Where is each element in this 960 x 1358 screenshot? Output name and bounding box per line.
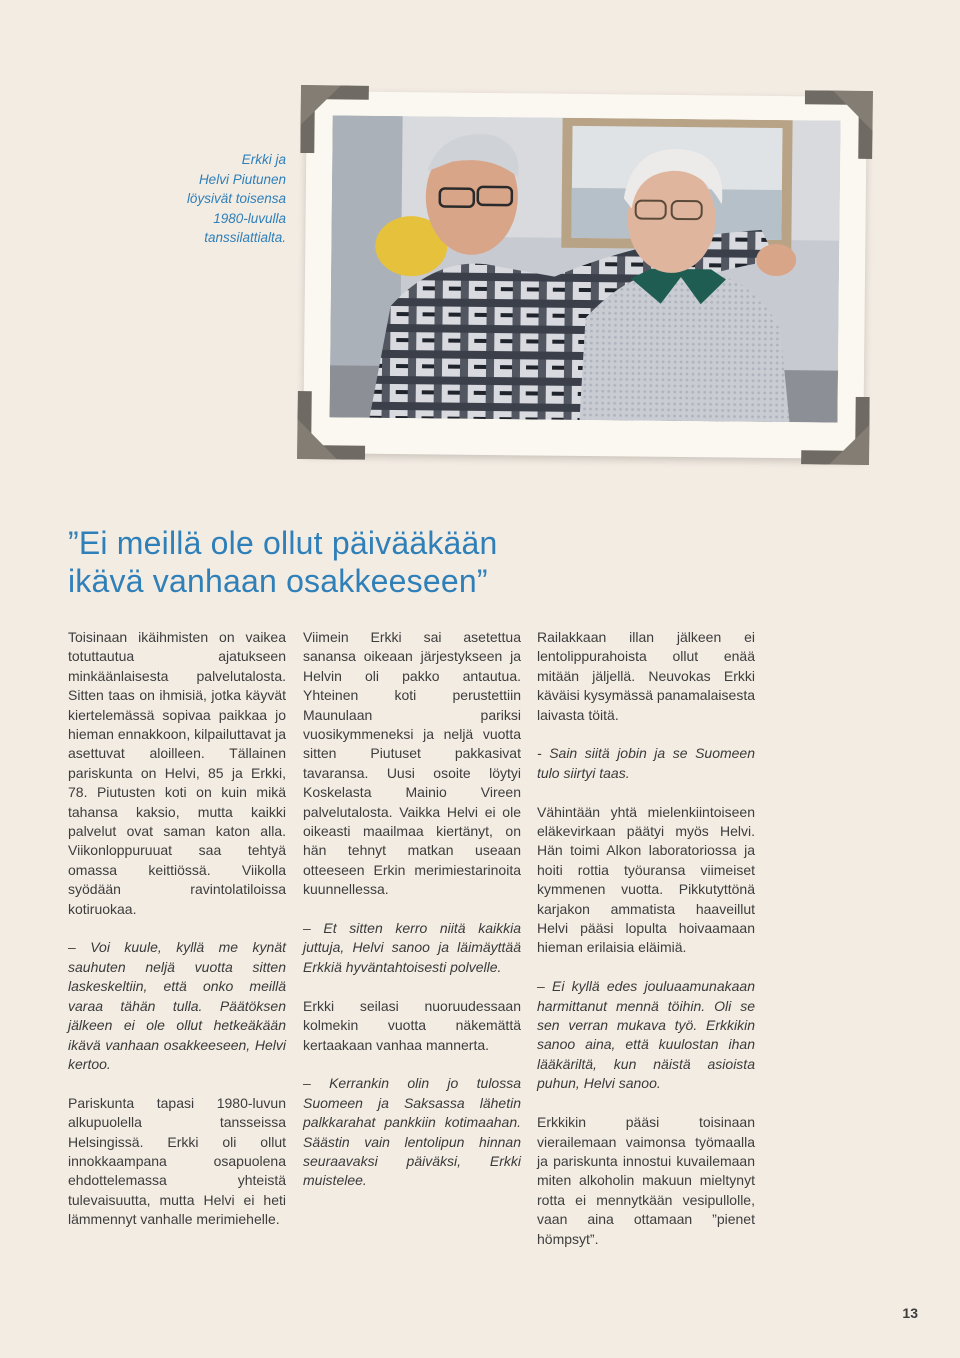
paragraph: Vähintään yhtä mielenkiintoiseen eläkevirkaan päätyi myös Helvi. Hän toimi Alkon laboratoriossa ja hoiti rottia työuransa viimeiset kymmenen vuotta. Pikkutyttönä karjakon ammatista haaveillut Helvi pääsi lopulta hoivaamaan hieman erilaisia eläimiä. bbox=[537, 803, 755, 956]
paragraph: Erkkikin pääsi toisinaan vierailemaan vaimonsa työmaalla ja pariskunta innostui kuvailemaan miten alkoholin makuun mieltynyt rotta ei mennytkään vesipullolle, vaan aina ottamaan ”pienet hömpsyt”. bbox=[537, 1114, 755, 1247]
couple-photo-illustration bbox=[329, 115, 840, 422]
photo-caption bbox=[150, 150, 286, 248]
paragraph: Railakkaan illan jälkeen ei lentolippurahoista ollut enää mitään jäljellä. Neuvokas Erkki käväisi kysymässä panamalaisesta laivasta töitä. bbox=[537, 629, 755, 723]
quote-paragraph: - Sain siitä jobin ja se Suomeen tulo siirtyi taas. bbox=[537, 745, 755, 781]
headline-line: ikävä vanhaan osakkeeseen” bbox=[68, 563, 488, 599]
caption-line: Helvi Piutunen bbox=[198, 171, 286, 187]
photo-corner-icon bbox=[801, 396, 870, 465]
text-column-1 bbox=[68, 628, 286, 1249]
text-column-2 bbox=[303, 628, 521, 1210]
couple-photo bbox=[329, 115, 840, 422]
quote-paragraph: – Kerrankin olin jo tulossa Suomeen ja Saksassa lähetin palkkarahat pankkiin kotimaahan. Säästin vain lentolipun hinnan seuraavaksi päiväksi, Erkki muistelee. bbox=[303, 1075, 521, 1189]
page-number: 13 bbox=[902, 1305, 918, 1321]
headline-line: ”Ei meillä ole ollut päivääkään bbox=[68, 525, 498, 561]
caption-line: löysivät toisensa bbox=[186, 191, 286, 206]
quote-paragraph: – Et sitten kerro niitä kaikkia juttuja, Helvi sanoo ja läimäyttää Erkkiä hyväntahtoisesti polvelle. bbox=[303, 920, 521, 975]
photo-corner-icon bbox=[300, 85, 369, 154]
caption-line: 1980-luvulla bbox=[213, 210, 286, 226]
paragraph: Toisinaan ikäihmisten on vaikea totuttautua ajatukseen minkäänlaisesta palvelutalosta. Sitten taas on ihmisiä, jotka käyvät kiertelemässä sopivaa paikkaa jo hieman ennakkoon, kilpailuttavat ja asettuvat aloilleen. Tällainen pariskunta on Helvi, 85 ja Erkki, 78. Piutusten koti on kuin mikä tahansa kaksio, mutta kaikki palvelut ovat saman katon alla. Viikonloppuruuat saa tehtyä omassa keittiössä. Viikolla syödään ravintolatiloissa kotiruokaa. bbox=[68, 629, 286, 917]
photo-corner-icon bbox=[297, 391, 366, 460]
quote-paragraph: – Ei kyllä edes jouluaamunakaan harmittanut mennä töihin. Oli se sen verran mukava työ. Erkkikin sanoo aina, että kuulostan ihan lääkäriltä, kun näistä asioista puhun, Helvi sanoo. bbox=[537, 978, 755, 1092]
photo-corner-icon bbox=[804, 90, 873, 159]
caption-line: tanssilattialta. bbox=[204, 230, 286, 245]
caption-line: Erkki ja bbox=[241, 152, 286, 167]
text-column-3 bbox=[537, 628, 755, 1268]
paragraph: Pariskunta tapasi 1980-luvun alkupuolella tansseissa Helsingissä. Erkki oli ollut innokkaampana osapuolena ehdottelemassa yhteistä tulevaisuutta, mutta Helvi ei heti lämmennyt vanhalle merimiehelle. bbox=[68, 1094, 286, 1228]
article-headline bbox=[68, 524, 628, 600]
paragraph: Erkki seilasi nuoruudessaan kolmekin vuotta näkemättä kertaakaan vanhaa mannerta. bbox=[303, 997, 521, 1053]
quote-paragraph: – Voi kuule, kyllä me kynät sauhuten neljä vuotta sitten laskeskeltiin, että onko meillä varaa tähän tulla. Päätöksen jälkeen ei ole ollut hetkeäkään ikävä vanhaan osakkeeseen, Helvi kertoo. bbox=[68, 939, 286, 1072]
paragraph: Viimein Erkki sai asetettua sanansa oikeaan järjestykseen ja Helvin oli pakko antautua. Yhteinen koti perustettiin Maunulaan pariksi vuosikymmeneksi ja neljä vuotta sitten Piutuset pakkasivat tavaransa. Uusi osoite löytyi Koskelasta Mainio Vireen palvelutalosta. Vaikka Helvi ei ole oikeasti maailmaa kiertänyt, on hän tehnyt matkan useaan otteeseen Erkin merimiestarinoita kuunnellessa. bbox=[303, 629, 521, 898]
photo-frame bbox=[303, 91, 867, 459]
